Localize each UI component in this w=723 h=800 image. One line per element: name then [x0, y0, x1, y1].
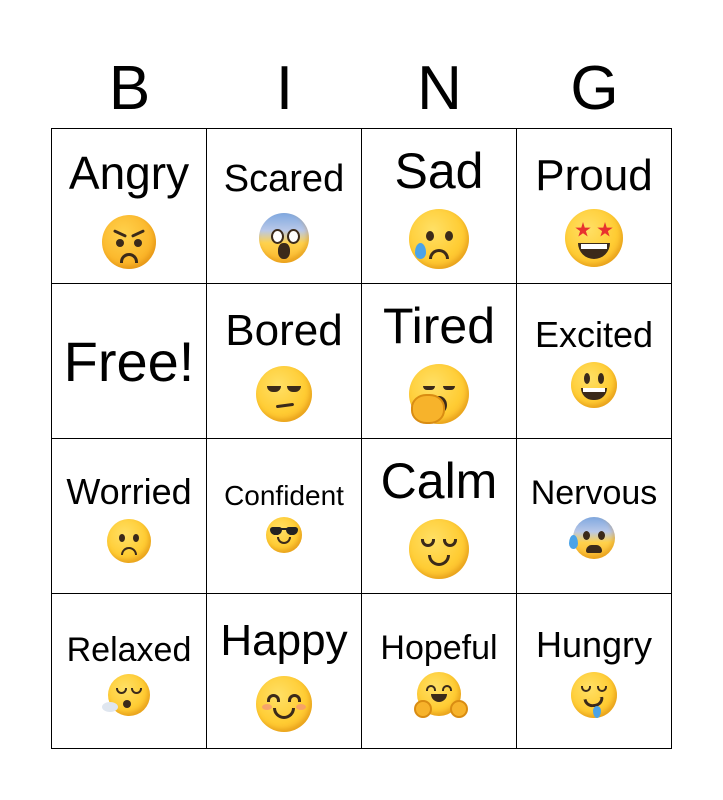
- unamused-face-icon: [256, 366, 312, 422]
- cell-label: Proud: [535, 151, 653, 200]
- anxious-sweat-face-icon: [573, 517, 615, 559]
- relieved-face-icon: [409, 519, 469, 579]
- cell-label: Calm: [380, 453, 498, 509]
- hugging-face-icon: [417, 672, 461, 716]
- grinning-face-icon: [571, 362, 617, 408]
- header-letter-g: G: [570, 54, 619, 123]
- cell-label: Angry: [68, 147, 190, 199]
- sunglasses-face-icon: [266, 517, 302, 553]
- crying-face-icon: [409, 209, 469, 269]
- bingo-cell-free[interactable]: [52, 284, 207, 439]
- bingo-cell-worried[interactable]: [52, 439, 207, 594]
- star-struck-face-icon: [565, 209, 623, 267]
- free-space-label: Free!: [63, 330, 195, 393]
- bingo-cell-confident[interactable]: [207, 439, 362, 594]
- cell-label: Hungry: [535, 624, 653, 665]
- bingo-cell-hungry[interactable]: [517, 594, 672, 749]
- bingo-cell-calm[interactable]: [362, 439, 517, 594]
- bingo-cell-scared[interactable]: [207, 129, 362, 284]
- exhaling-face-icon: [108, 674, 150, 716]
- bingo-cell-happy[interactable]: [207, 594, 362, 749]
- cell-label: Nervous: [530, 474, 658, 512]
- cell-label: Relaxed: [66, 631, 192, 669]
- screaming-face-icon: [259, 213, 309, 263]
- bingo-grid: [51, 128, 672, 749]
- worried-face-icon: [107, 519, 151, 563]
- bingo-header: [52, 50, 672, 128]
- smiling-face-icon: [256, 676, 312, 732]
- cell-label: Sad: [394, 143, 484, 199]
- cell-label: Excited: [534, 314, 654, 355]
- bingo-cell-bored[interactable]: [207, 284, 362, 439]
- drooling-face-icon: [571, 672, 617, 718]
- bingo-cell-tired[interactable]: [362, 284, 517, 439]
- yawning-face-icon: [409, 364, 469, 424]
- cell-label: Happy: [220, 616, 348, 665]
- cell-label: Scared: [223, 158, 345, 200]
- cell-label: Bored: [225, 306, 343, 355]
- cell-label: Confident: [224, 480, 344, 511]
- header-letter-b: B: [108, 54, 151, 123]
- cell-label: Tired: [382, 298, 496, 354]
- bingo-cell-relaxed[interactable]: [52, 594, 207, 749]
- header-letter-n: N: [417, 54, 462, 123]
- bingo-cell-excited[interactable]: [517, 284, 672, 439]
- bingo-cell-sad[interactable]: [362, 129, 517, 284]
- bingo-cell-nervous[interactable]: [517, 439, 672, 594]
- header-letter-i: I: [275, 54, 294, 123]
- bingo-cell-angry[interactable]: [52, 129, 207, 284]
- angry-face-icon: [102, 215, 156, 269]
- cell-label: Hopeful: [380, 629, 498, 667]
- bingo-cell-hopeful[interactable]: [362, 594, 517, 749]
- cell-label: Worried: [66, 471, 192, 512]
- bingo-cell-proud[interactable]: [517, 129, 672, 284]
